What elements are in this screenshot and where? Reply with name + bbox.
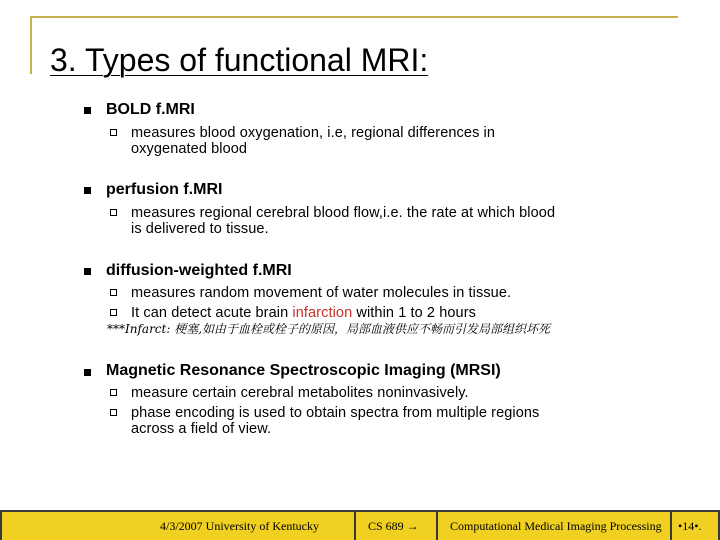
footer-course-box <box>356 512 436 540</box>
section-heading-diffusion: diffusion-weighted f.MRI <box>106 262 292 279</box>
perfusion-description-line-1: measures regional cerebral blood flow,i.e. the rate at which blood <box>131 205 556 221</box>
infarction-highlight: infarction <box>292 305 353 321</box>
sub-bullet-icon <box>110 309 117 316</box>
footer-course: CS 689 → <box>368 519 419 533</box>
bold-description-line-2: oxygenated blood <box>131 141 248 157</box>
slide-title: 3. Types of functional MRI: <box>50 42 429 78</box>
footer-page-number: •14•. <box>678 519 702 533</box>
slide-frame-top-line <box>30 16 678 18</box>
infarct-footnote: ***Infarct: 梗塞,如由于血栓或栓子的原因，局部血液供应不畅而引发局部组织坏死 <box>107 322 551 336</box>
section-heading-bold: BOLD f.MRI <box>106 101 195 118</box>
mrsi-description-line-3: across a field of view. <box>131 421 272 437</box>
bullet-icon <box>84 268 91 275</box>
bold-description-line-1: measures blood oxygenation, i.e, regional differences in <box>131 125 496 141</box>
footer-page-box <box>672 512 718 540</box>
diffusion-description-line-1: measures random movement of water molecules in tissue. <box>131 285 512 301</box>
bullet-icon <box>84 107 91 114</box>
footer-date-org: 4/3/2007 University of Kentucky <box>160 519 319 533</box>
mrsi-description-line-1: measure certain cerebral metabolites noninvasively. <box>131 385 469 401</box>
within-hours-text: within 1 to 2 hours <box>356 305 476 321</box>
section-heading-perfusion: perfusion f.MRI <box>106 181 223 198</box>
detect-text: It can detect acute brain <box>131 305 289 321</box>
sub-bullet-icon <box>110 289 117 296</box>
sub-bullet-icon <box>110 409 117 416</box>
sub-bullet-icon <box>110 129 117 136</box>
bullet-icon <box>84 187 91 194</box>
slide-frame-left-line <box>30 16 32 74</box>
perfusion-description-line-2: is delivered to tissue. <box>131 221 269 237</box>
section-heading-mrsi: Magnetic Resonance Spectroscopic Imaging (MRSI) <box>106 362 501 379</box>
sub-bullet-icon <box>110 209 117 216</box>
diffusion-description-line-2 <box>131 305 476 321</box>
footer-course-title-box <box>438 512 670 540</box>
mrsi-description-line-2: phase encoding is used to obtain spectra from multiple regions <box>131 405 540 421</box>
sub-bullet-icon <box>110 389 117 396</box>
bullet-icon <box>84 369 91 376</box>
footer-date-org-box <box>2 512 354 540</box>
footer-course-title: Computational Medical Imaging Processing <box>450 519 662 533</box>
